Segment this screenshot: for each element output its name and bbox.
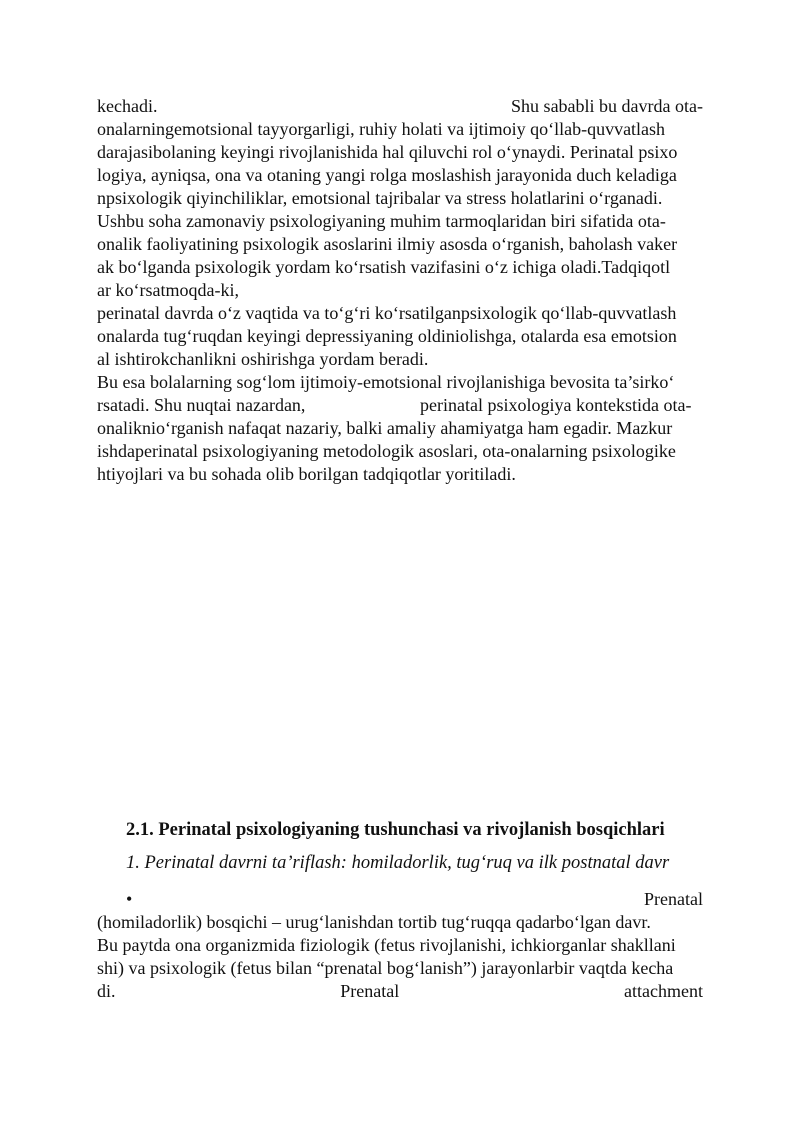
text-line: onalarda tug‘ruqdan keyingi depressiyaning oldiniolishga, otalarda esa emotsion <box>97 326 677 346</box>
text-line: onalik faoliyatining psixologik asoslarini ilmiy asosda o‘rganish, baholash vaker <box>97 234 678 254</box>
text-line <box>97 394 703 416</box>
text-line <box>97 980 703 1002</box>
section-heading: 2.1. Perinatal psixologiyaning tushunchasi va rivojlanish bosqichlari <box>126 820 665 840</box>
text-line: darajasibolaning keyingi rivojlanishida hal qiluvchi rol o‘ynaydi. Perinatal psixo <box>97 142 678 162</box>
text-line <box>97 888 703 910</box>
text-fragment: Prenatal <box>644 889 703 909</box>
text-line: (homiladorlik) bosqichi – urug‘lanishdan tortib tug‘ruqqa qadarbo‘lgan davr. <box>97 912 651 932</box>
text-line: perinatal davrda o‘z vaqtida va to‘g‘ri ko‘rsatilganpsixologik qo‘llab-quvvatlash <box>97 303 677 323</box>
text-line: onalarningemotsional tayyorgarligi, ruhiy holati va ijtimoiy qo‘llab-quvvatlash <box>97 119 666 139</box>
text-fragment: attachment <box>624 981 703 1001</box>
text-line: logiya, ayniqsa, ona va otaning yangi rolga moslashish jarayonida duch keladiga <box>97 165 677 185</box>
subsection-heading: 1. Perinatal davrni ta’riflash: homiladorlik, tug‘ruq va ilk postnatal davr <box>126 853 670 873</box>
text-line: Bu paytda ona organizmida fiziologik (fetus rivojlanishi, ichkiorganlar shakllani <box>97 935 676 955</box>
text-fragment: perinatal psixologiya kontekstida ota- <box>420 395 692 415</box>
text-line: npsixologik qiyinchiliklar, emotsional tajribalar va stress holatlarini o‘rganadi. <box>97 188 663 208</box>
bullet-icon: • <box>126 889 133 909</box>
text-line: shi) va psixologik (fetus bilan “prenatal bog‘lanish”) jarayonlarbir vaqtda kecha <box>97 958 674 978</box>
text-line: Ushbu soha zamonaviy psixologiyaning muhim tarmoqlaridan biri sifatida ota- <box>97 211 666 231</box>
text-fragment: Prenatal <box>340 981 400 1001</box>
text-line: onaliknio‘rganish nafaqat nazariy, balki amaliy ahamiyatga ham egadir. Mazkur <box>97 418 673 438</box>
text-line: al ishtirokchanlikni oshirishga yordam beradi. <box>97 349 429 369</box>
text-line: ishdaperinatal psixologiyaning metodologik asoslari, ota-onalarning psixologike <box>97 441 676 461</box>
text-fragment: di. <box>97 981 116 1001</box>
text-fragment: kechadi. <box>97 96 158 116</box>
text-line: ak bo‘lganda psixologik yordam ko‘rsatish vazifasini o‘z ichiga oladi.Tadqiqotl <box>97 257 671 277</box>
text-line <box>97 95 703 117</box>
text-fragment: rsatadi. Shu nuqtai nazardan, <box>97 395 306 415</box>
text-line: Bu esa bolalarning sog‘lom ijtimoiy-emotsional rivojlanishiga bevosita ta’sirko‘ <box>97 372 675 392</box>
text-fragment: Shu sababli bu davrda ota- <box>511 96 703 116</box>
text-line: htiyojlari va bu sohada olib borilgan tadqiqotlar yoritiladi. <box>97 464 516 484</box>
text-line: ar ko‘rsatmoqda-ki, <box>97 280 239 300</box>
